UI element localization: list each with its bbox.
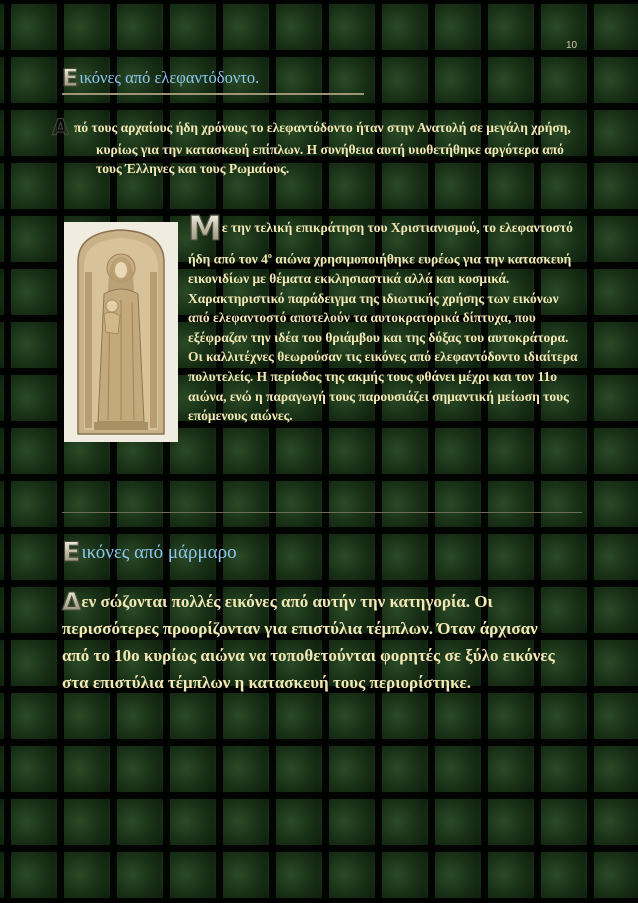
heading-text: ικόνες από ελεφαντόδοντο. — [79, 68, 260, 87]
ordinal-superscript: ο — [267, 251, 272, 260]
paragraph-christian-ivory — [62, 209, 583, 446]
paragraph-text: εν σώζονται πολλές εικόνες από αυτήν την κατηγορία. Οι περισσότερες προορίζονταν για επιστύλια τέμπλων. Όταν άρχισαν από το 10ο κυρίως αιώνα να τοποθετούνται φορητές σε ξύλο εικόνες στα επιστύλια τέμπλων η κατασκευή τους περιορίστηκε. — [62, 592, 555, 692]
paragraph-marble-icons — [62, 588, 562, 696]
image-wrap-spacer — [62, 212, 188, 446]
paragraph-ivory-history: Α πό τους αρχαίους ήδη χρόνους το ελεφαντόδοντο ήταν στην Ανατολή σε μεγάλη χρήση, κυρίως για την κατασκευή επίπλων. Η συνήθεια αυτή υιοθετήθηκε αργότερα από τους Έλληνες και τους Ρωμαίους. — [52, 116, 571, 177]
section-heading-marble — [62, 539, 237, 566]
heading-underline — [62, 93, 364, 95]
heading-drop-cap: Ε — [62, 64, 79, 92]
section-divider — [62, 512, 582, 513]
paragraph-drop-cap: Δ — [62, 587, 82, 616]
paragraph-text-b: αιώνα χρησιμοποιήθηκε ευρέως για την κατασκευή εικονιδίων με θέματα εκκλησιαστικά αλλά και κοσμικά. Χαρακτηριστικό παράδειγμα της ιδιωτικής χρήσης των εικόνων από ελεφαντοστό αποτελούν τα αυτοκρατορικά δίπτυχα, που εξέφραζαν την ιδέα του θριάμβου και της δόξας του αυτοκράτορα. Οι καλλιτέχνες θεωρούσαν τις εικόνες από ελεφαντόδοντο ιδιαίτερα πολυτελείς. Η περίοδος της ακμής τους φθάνει μέχρι και τον 11ο αιώνα, ενώ η παραγωγή τους παρουσιάζει σημαντική μείωση τους επόμενους αιώνες. — [188, 251, 578, 424]
paragraph-text-a: ε την τελική επικράτηση του Χριστιανισμού, το ελεφαντοστό ήδη από τον 4 — [188, 220, 573, 267]
page-number: 10 — [566, 40, 578, 51]
heading-text: ικόνες από μάρμαρο — [81, 542, 237, 563]
paragraph-drop-cap: Μ — [188, 209, 222, 249]
section-heading-ivory — [62, 66, 259, 90]
heading-drop-cap: Ε — [62, 537, 81, 568]
paragraph-text: πό τους αρχαίους ήδη χρόνους το ελεφαντόδοντο ήταν στην Ανατολή σε μεγάλη χρήση, κυρίως για την κατασκευή επίπλων. Η συνήθεια αυτή υιοθετήθηκε αργότερα από τους Έλληνες και τους Ρωμαίους. — [74, 120, 571, 177]
